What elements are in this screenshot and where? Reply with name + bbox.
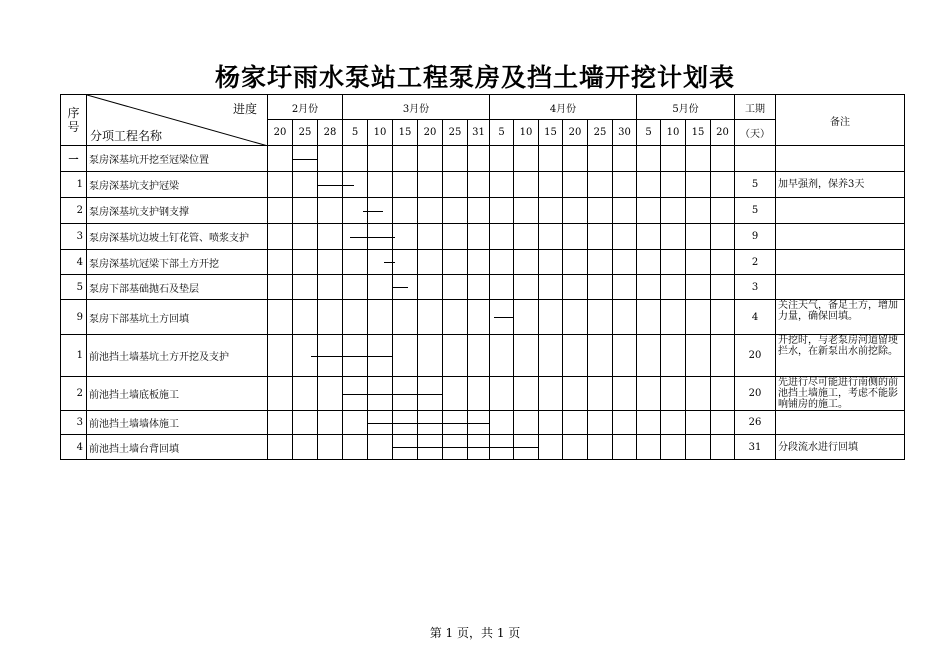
row-item-name: 前池挡土墙台背回填 [87,435,268,460]
day-header: 31 [468,120,490,146]
gantt-cell [343,435,368,460]
gantt-cell [661,411,686,435]
gantt-cell [613,300,637,335]
row-seq: 1 [61,335,87,377]
row-seq: 2 [61,377,87,411]
gantt-cell [468,224,490,250]
gantt-cell [268,335,293,377]
gantt-cell [711,146,735,172]
gantt-cell [293,275,318,300]
gantt-cell [613,250,637,275]
gantt-cell [443,300,468,335]
gantt-cell [539,377,563,411]
gantt-cell [661,435,686,460]
day-header: 10 [661,120,686,146]
gantt-bar [350,237,395,238]
gantt-cell [318,435,343,460]
gantt-cell [539,435,563,460]
gantt-cell [418,146,443,172]
row-duration: 3 [735,275,776,300]
gantt-cell [539,224,563,250]
gantt-bar [311,356,392,357]
gantt-bar [384,262,395,263]
gantt-cell [393,250,418,275]
gantt-cell [637,224,661,250]
gantt-cell [318,146,343,172]
gantt-cell [661,172,686,198]
gantt-cell [418,172,443,198]
gantt-cell [343,411,368,435]
gantt-cell [637,300,661,335]
table-row [61,198,905,224]
row-remark: 分段流水进行回填 [776,435,905,460]
gantt-cell [588,411,613,435]
page-title: 杨家圩雨水泵站工程泵房及挡土墙开挖计划表 [214,63,735,92]
gantt-cell [637,172,661,198]
gantt-cell [686,411,711,435]
row-item-name: 泵房深基坑支护钢支撑 [87,198,268,224]
gantt-cell [588,172,613,198]
gantt-cell [468,335,490,377]
day-header: 5 [343,120,368,146]
day-header: 15 [539,120,563,146]
gantt-cell [318,275,343,300]
gantt-cell [711,300,735,335]
row-item-name: 泵房深基坑边坡土钉花管、喷浆支护 [87,224,268,250]
row-remark [776,146,905,172]
gantt-bar [494,317,513,318]
day-header: 25 [588,120,613,146]
table-row [61,335,905,377]
gantt-cell [268,300,293,335]
gantt-cell [514,377,539,411]
row-remark: 先进行尽可能进行南侧的前池挡土墙施工，考虑不能影响铺房的施工。 [776,377,905,411]
gantt-cell [443,250,468,275]
gantt-cell [661,198,686,224]
table-row [61,377,905,411]
gantt-cell [686,300,711,335]
gantt-cell [563,224,588,250]
gantt-cell [468,250,490,275]
gantt-cell [368,146,393,172]
gantt-cell [539,250,563,275]
gantt-cell [563,435,588,460]
gantt-cell [686,198,711,224]
remark-header: 备注 [776,95,905,146]
day-header: 15 [686,120,711,146]
gantt-cell [637,146,661,172]
gantt-cell [343,250,368,275]
gantt-cell [637,377,661,411]
row-seq: 5 [61,275,87,300]
gantt-cell [661,250,686,275]
table-row [61,275,905,300]
gantt-cell [637,275,661,300]
row-duration: 9 [735,224,776,250]
gantt-bar [318,185,354,186]
day-header: 25 [293,120,318,146]
gantt-cell [443,146,468,172]
gantt-cell [393,198,418,224]
gantt-cell [393,146,418,172]
gantt-cell [588,377,613,411]
duration-unit: （天） [735,120,776,146]
gantt-bar [363,211,383,212]
gantt-cell [443,198,468,224]
gantt-cell [368,435,393,460]
row-seq: 9 [61,300,87,335]
row-remark [776,411,905,435]
gantt-cell [661,275,686,300]
gantt-cell [490,377,514,411]
row-duration: 5 [735,198,776,224]
day-header: 5 [637,120,661,146]
gantt-cell [343,300,368,335]
row-duration: 20 [735,377,776,411]
gantt-cell [293,411,318,435]
gantt-cell [318,224,343,250]
row-item-name: 前池挡土墙基坑土方开挖及支护 [87,335,268,377]
gantt-cell [563,275,588,300]
gantt-bar [368,423,490,424]
gantt-cell [613,377,637,411]
day-header: 25 [443,120,468,146]
gantt-cell [613,275,637,300]
diagonal-header [87,95,268,146]
gantt-cell [637,198,661,224]
gantt-cell [711,224,735,250]
gantt-cell [443,224,468,250]
gantt-cell [711,435,735,460]
row-item-name: 泵房深基坑开挖至冠梁位置 [87,146,268,172]
gantt-cell [490,198,514,224]
gantt-cell [268,377,293,411]
gantt-cell [490,250,514,275]
gantt-cell [711,250,735,275]
gantt-cell [293,198,318,224]
gantt-cell [418,250,443,275]
gantt-cell [588,250,613,275]
day-header: 20 [563,120,588,146]
gantt-cell [368,300,393,335]
gantt-cell [661,300,686,335]
gantt-cell [443,377,468,411]
gantt-cell [514,224,539,250]
gantt-cell [514,146,539,172]
gantt-cell [418,198,443,224]
day-header: 5 [490,120,514,146]
row-duration: 2 [735,250,776,275]
gantt-cell [588,275,613,300]
row-seq: 4 [61,250,87,275]
gantt-bar [343,394,443,395]
gantt-cell [343,146,368,172]
row-remark [776,275,905,300]
gantt-cell [686,146,711,172]
gantt-cell [661,335,686,377]
gantt-cell [686,250,711,275]
gantt-cell [686,335,711,377]
day-header: 28 [318,120,343,146]
gantt-cell [514,335,539,377]
gantt-cell [293,300,318,335]
gantt-cell [468,377,490,411]
gantt-cell [613,411,637,435]
gantt-cell [268,275,293,300]
gantt-cell [393,172,418,198]
row-duration: 26 [735,411,776,435]
gantt-cell [490,275,514,300]
gantt-cell [539,275,563,300]
row-seq: 一 [61,146,87,172]
table-row [61,146,905,172]
gantt-cell [539,411,563,435]
gantt-cell [514,172,539,198]
gantt-cell [563,172,588,198]
gantt-cell [393,224,418,250]
row-item-name: 泵房下部基坑土方回填 [87,300,268,335]
gantt-cell [393,335,418,377]
gantt-cell [563,377,588,411]
gantt-cell [686,377,711,411]
gantt-cell [293,435,318,460]
gantt-cell [686,275,711,300]
row-seq: 3 [61,224,87,250]
table-row [61,300,905,335]
gantt-cell [418,335,443,377]
gantt-cell [468,172,490,198]
gantt-cell [268,172,293,198]
gantt-cell [686,172,711,198]
row-item-name: 前池挡土墙底板施工 [87,377,268,411]
gantt-cell [711,172,735,198]
gantt-cell [490,146,514,172]
gantt-cell [293,224,318,250]
day-header: 15 [393,120,418,146]
gantt-cell [490,172,514,198]
seq-header: 序号 [61,95,87,146]
schedule-table [60,94,905,460]
gantt-cell [539,146,563,172]
item-name-label: 分项工程名称 [90,129,163,143]
gantt-cell [443,335,468,377]
day-header: 10 [514,120,539,146]
row-duration: 31 [735,435,776,460]
row-seq: 4 [61,435,87,460]
gantt-cell [711,335,735,377]
gantt-cell [613,146,637,172]
gantt-cell [637,411,661,435]
row-item-name: 泵房深基坑冠梁下部土方开挖 [87,250,268,275]
gantt-cell [293,377,318,411]
day-header: 10 [368,120,393,146]
gantt-cell [268,435,293,460]
day-header: 20 [711,120,735,146]
gantt-cell [393,300,418,335]
gantt-cell [637,335,661,377]
gantt-cell [268,224,293,250]
gantt-cell [588,300,613,335]
gantt-cell [514,275,539,300]
page-footer: 第 1 页，共 1 页 [429,626,521,640]
gantt-cell [539,172,563,198]
gantt-bar [393,447,539,448]
row-seq: 3 [61,411,87,435]
row-duration: 5 [735,172,776,198]
table-row [61,250,905,275]
gantt-cell [588,335,613,377]
gantt-cell [443,275,468,300]
gantt-cell [468,275,490,300]
row-remark [776,198,905,224]
row-item-name: 前池挡土墙墙体施工 [87,411,268,435]
gantt-cell [268,411,293,435]
gantt-cell [318,411,343,435]
gantt-cell [418,275,443,300]
row-remark: 关注天气，备足土方，增加力量，确保回填。 [776,300,905,335]
gantt-cell [588,435,613,460]
gantt-cell [514,411,539,435]
day-header: 20 [418,120,443,146]
gantt-cell [588,198,613,224]
row-seq: 2 [61,198,87,224]
gantt-cell [711,377,735,411]
table-row [61,172,905,198]
gantt-cell [318,300,343,335]
gantt-cell [613,172,637,198]
gantt-cell [563,198,588,224]
row-item-name: 泵房下部基础抛石及垫层 [87,275,268,300]
gantt-cell [613,198,637,224]
gantt-cell [563,250,588,275]
gantt-cell [318,198,343,224]
gantt-cell [514,250,539,275]
gantt-bar [293,159,318,160]
gantt-cell [563,411,588,435]
month-header: 2月份 [268,95,343,120]
gantt-cell [468,198,490,224]
row-seq: 1 [61,172,87,198]
gantt-cell [588,146,613,172]
gantt-cell [343,275,368,300]
gantt-cell [661,224,686,250]
gantt-cell [539,300,563,335]
gantt-cell [613,435,637,460]
gantt-cell [268,146,293,172]
gantt-cell [711,275,735,300]
day-header: 20 [268,120,293,146]
row-remark: 开挖时，与老泵房河道留埂拦水，在新泵出水前挖除。 [776,335,905,377]
row-remark [776,224,905,250]
gantt-cell [563,300,588,335]
gantt-cell [563,146,588,172]
gantt-cell [443,172,468,198]
gantt-cell [661,146,686,172]
gantt-cell [588,224,613,250]
gantt-cell [514,300,539,335]
gantt-cell [418,224,443,250]
gantt-cell [613,224,637,250]
month-header: 3月份 [343,95,490,120]
gantt-cell [318,377,343,411]
gantt-cell [539,335,563,377]
gantt-cell [514,198,539,224]
gantt-bar [393,287,408,288]
row-duration: 4 [735,300,776,335]
duration-header: 工期 [735,95,776,120]
gantt-cell [268,198,293,224]
gantt-cell [468,146,490,172]
row-item-name: 泵房深基坑支护冠梁 [87,172,268,198]
gantt-cell [293,250,318,275]
month-header: 5月份 [637,95,735,120]
gantt-cell [563,335,588,377]
row-remark: 加早强剂，保养3天 [776,172,905,198]
row-duration: 20 [735,335,776,377]
gantt-cell [268,250,293,275]
gantt-cell [637,435,661,460]
gantt-cell [368,275,393,300]
gantt-cell [468,300,490,335]
gantt-cell [686,435,711,460]
gantt-cell [686,224,711,250]
gantt-cell [490,411,514,435]
gantt-cell [490,335,514,377]
gantt-cell [368,172,393,198]
gantt-cell [637,250,661,275]
row-remark [776,250,905,275]
gantt-cell [418,300,443,335]
day-header: 30 [613,120,637,146]
gantt-cell [539,198,563,224]
gantt-cell [613,335,637,377]
gantt-cell [318,250,343,275]
gantt-cell [490,224,514,250]
progress-label: 进度 [232,102,257,116]
gantt-cell [293,172,318,198]
row-duration [735,146,776,172]
gantt-cell [711,411,735,435]
gantt-cell [661,377,686,411]
table-row [61,224,905,250]
month-header: 4月份 [490,95,637,120]
gantt-cell [711,198,735,224]
